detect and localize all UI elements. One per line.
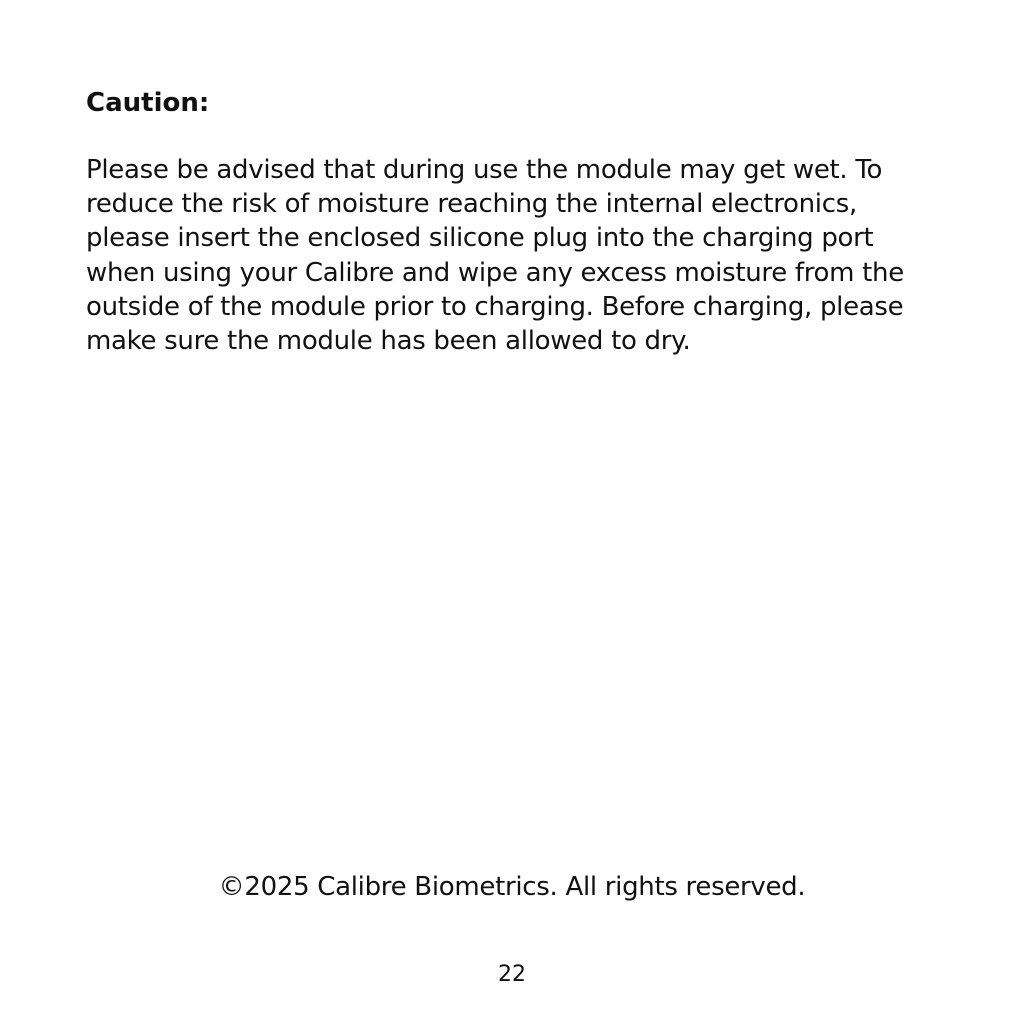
page-number: 22 (498, 962, 526, 987)
paragraph-line: outside of the module prior to charging. Before charging, please (86, 291, 904, 322)
caution-heading: Caution: (86, 88, 210, 118)
paragraph-line: please insert the enclosed silicone plug into the charging port (86, 223, 874, 254)
paragraph-line: when using your Calibre and wipe any excess moisture from the (86, 257, 904, 288)
copyright-notice: ©2025 Calibre Biometrics. All rights reserved. (218, 872, 806, 902)
paragraph-line: Please be advised that during use the module may get wet. To (86, 155, 883, 185)
paragraph-line: make sure the module has been allowed to dry. (86, 326, 691, 357)
caution-paragraph (86, 153, 938, 358)
paragraph-line: reduce the risk of moisture reaching the internal electronics, (86, 189, 857, 220)
